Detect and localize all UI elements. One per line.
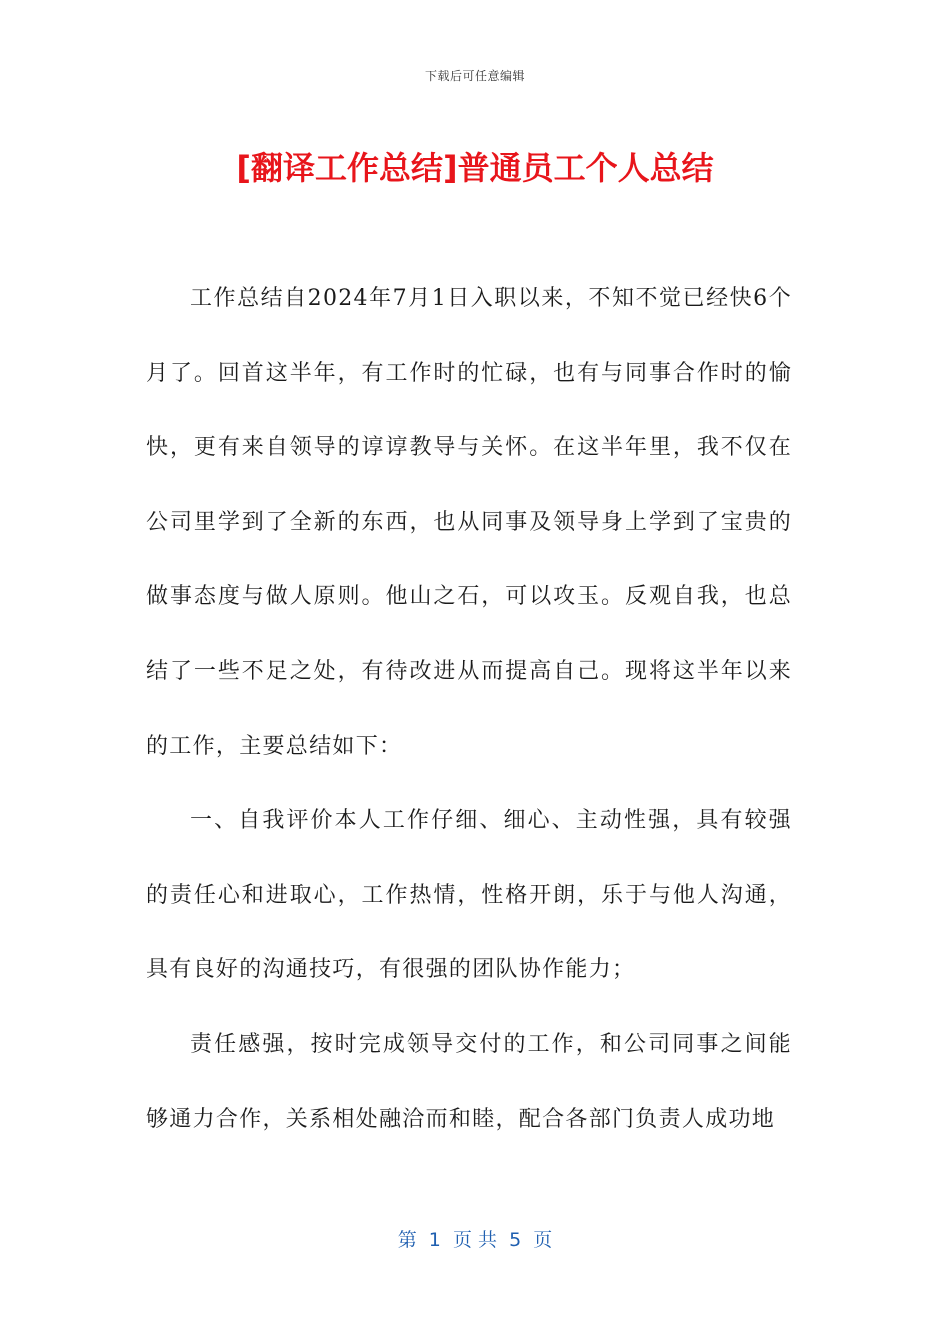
paragraph: 责任感强，按时完成领导交付的工作，和公司同事之间能够通力合作，关系相处融洽而和睦，配合各部门负责人成功地 <box>146 1031 792 1132</box>
paragraph: 一、自我评价本人工作仔细、细心、主动性强，具有较强的责任心和进取心，工作热情，性格开朗，乐于与他人沟通，具有良好的沟通技巧，有很强的团队协作能力； <box>146 808 792 983</box>
paragraph: 工作总结自2024年7月1日入职以来，不知不觉已经快6个月了。回首这半年，有工作时的忙碌，也有与同事合作时的愉快，更有来自领导的谆谆教导与关怀。在这半年里，我不仅在公司里学到了全新的东西，也从同事及领导身上学到了宝贵的做事态度与做人原则。他山之石，可以攻玉。反观自我，也总结了一些不足之处，有待改进从而提高自己。现将这半年以来的工作，主要总结如下： <box>146 286 792 759</box>
document-title: [翻译工作总结]普通员工个人总结 <box>236 149 714 187</box>
document-body <box>146 262 792 1157</box>
header-note: 下载后可任意编辑 <box>424 69 525 83</box>
page-number-footer: 第 1 页 共 5 页 <box>397 1229 553 1251</box>
